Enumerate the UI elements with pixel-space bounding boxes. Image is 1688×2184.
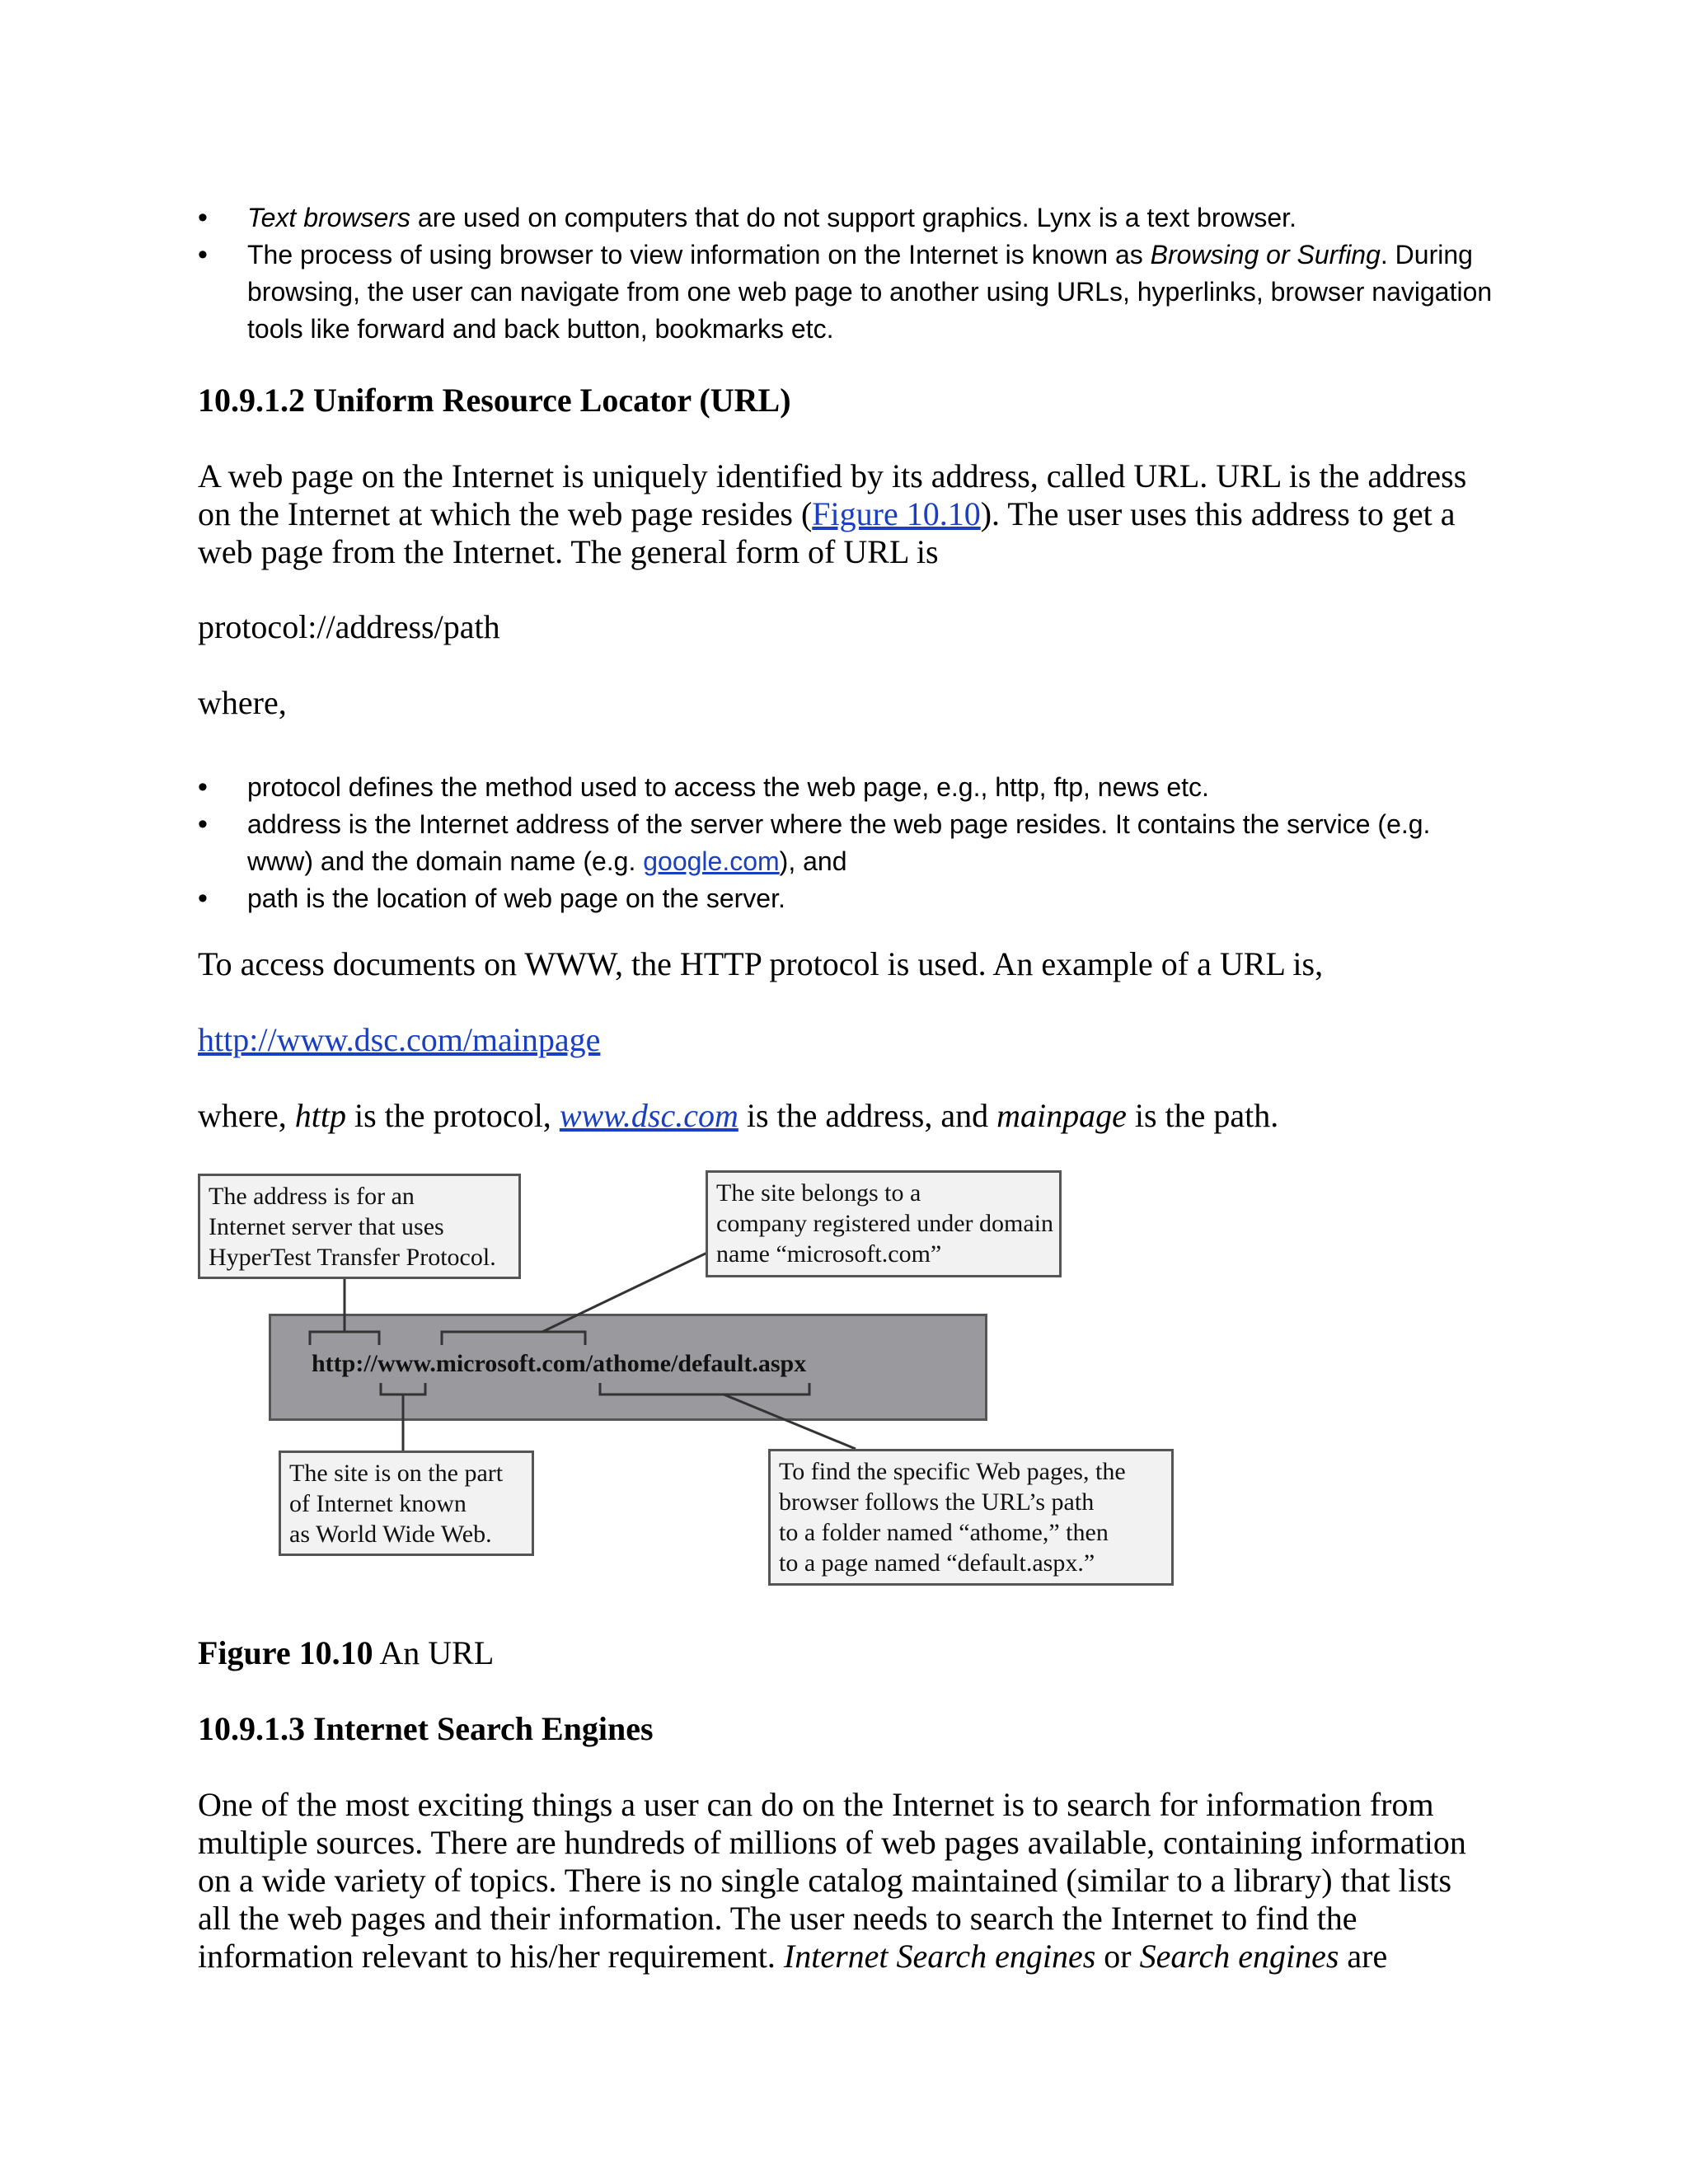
box-www-note: The site is on the part of Internet known as World Wide Web. (279, 1451, 534, 1556)
search-paragraph: One of the most exciting things a user can do on the Internet is to search for information from multiple sources. There are hundreds of millions of web pages available, containing information on a wide variety of topics. There is no single catalog maintained (similar to a library) that lists all the web pages and their information. The user needs to search the Internet to find the information relevant to his/her requirement. Internet Search engines or Search engines are (198, 1786, 1466, 1975)
url-explanation-line: where, http is the protocol, www.dsc.com is the address, and mainpage is the path. (198, 1097, 1279, 1134)
url-general-form: protocol://address/path (198, 608, 500, 645)
bullet-text-browsers: • Text browsers are used on computers that do not support graphics. Lynx is a text browser. (247, 199, 1500, 237)
bullet-address: • address is the Internet address of the server where the web page resides. It contains the service (e.g. www) and the domain name (e.g. google.com), and (247, 806, 1500, 880)
example-url-line (198, 1021, 1484, 1059)
figure-link[interactable]: Figure 10.10 (812, 495, 981, 532)
box-domain-note: The site belongs to a company registered under domain name “microsoft.com” (706, 1170, 1062, 1277)
bullet-browsing: • The process of using browser to view information on the Internet is known as Browsing or Surfing. During browsing, the user can navigate from one web page to another using URLs, hyperlinks, browser navigation tools like forward and back button, bookmarks etc. (247, 237, 1500, 348)
section-heading-search: 10.9.1.3 Internet Search Engines (198, 1710, 654, 1747)
diagram-url-text: http://www.microsoft.com/athome/default.aspx (312, 1350, 807, 1377)
dsc-address-link[interactable]: www.dsc.com (559, 1097, 738, 1134)
figure-caption: Figure 10.10 An URL (198, 1634, 495, 1671)
access-paragraph: To access documents on WWW, the HTTP protocol is used. An example of a URL is, (198, 945, 1324, 982)
where-label: where, (198, 684, 287, 721)
box-protocol-note: The address is for an Internet server that uses HyperTest Transfer Protocol. (198, 1174, 521, 1279)
browser-bullets (247, 199, 1500, 348)
google-link[interactable]: google.com (643, 846, 780, 876)
box-path-note: To find the specific Web pages, the browser follows the URL’s path to a folder named “athome,” then to a page named “default.aspx.” (768, 1449, 1174, 1586)
example-url-link[interactable]: http://www.dsc.com/mainpage (198, 1021, 601, 1058)
url-intro-paragraph: A web page on the Internet is uniquely identified by its address, called URL. URL is the address on the Internet at which the web page resides (Figure 10.10). The user uses this address to get a web page from the Internet. The general form of URL is (198, 457, 1467, 570)
section-heading-url: 10.9.1.2 Uniform Resource Locator (URL) (198, 382, 791, 419)
url-diagram (196, 1170, 1185, 1591)
bullet-protocol: • protocol defines the method used to access the web page, e.g., http, ftp, news etc. (247, 769, 1500, 806)
bullet-path: • path is the location of web page on the server. (247, 880, 1500, 917)
url-parts-bullets (247, 769, 1500, 917)
